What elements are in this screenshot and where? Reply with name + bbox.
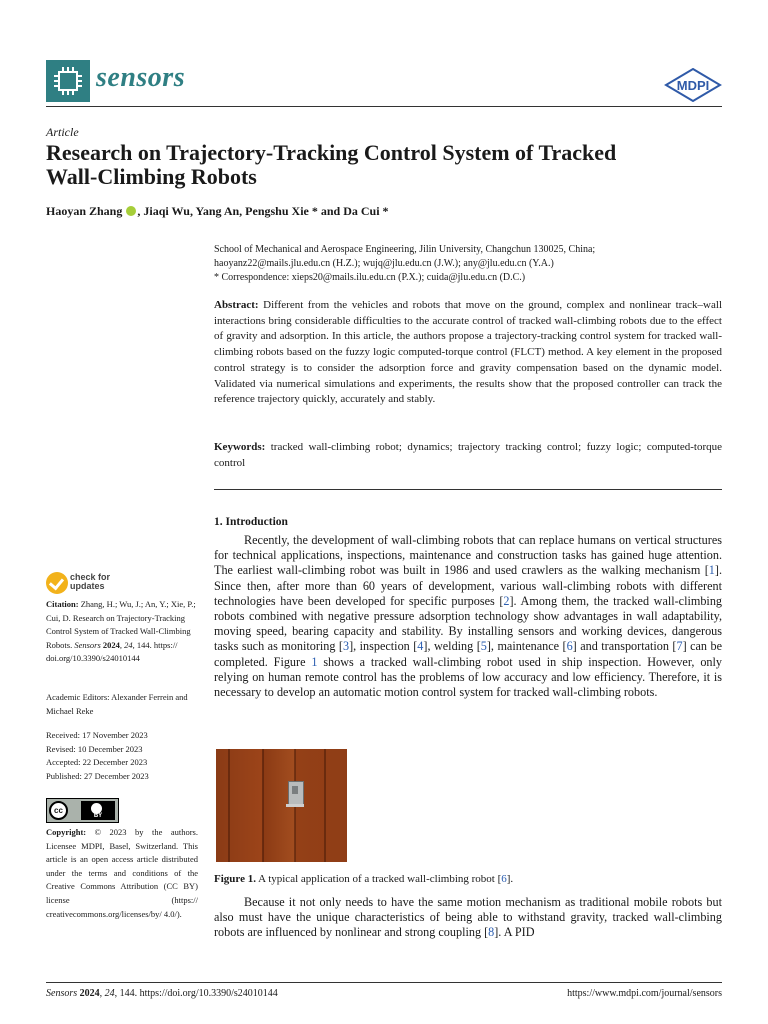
mdpi-logo-text: MDPI [676, 78, 710, 93]
by-label: BY [93, 813, 103, 819]
orcid-icon[interactable] [126, 206, 136, 216]
section-heading: 1. Introduction [214, 516, 288, 528]
abstract-divider [214, 489, 722, 490]
footer-divider [46, 982, 722, 983]
figure-link[interactable]: 1 [311, 654, 318, 669]
citation-link[interactable]: 6 [501, 873, 507, 885]
abstract [214, 298, 722, 408]
keywords-label: Keywords: [214, 441, 266, 453]
check-for-updates-label[interactable]: check for updates [70, 572, 111, 591]
intro-paragraph-2: Because it not only needs to have the same motion mechanism as traditional mobile robots but also must have the unique characteristics of being able to withstand gravity, tracked wall-climbing robots are influenced by nonlinear and strong coupling [8]. A PID [214, 895, 722, 940]
keywords [214, 439, 722, 471]
academic-editors: Academic Editors: Alexander Ferrein and Michael Reke [46, 692, 188, 716]
article-title [46, 141, 726, 189]
footer-journal-url[interactable]: https://www.mdpi.com/journal/sensors [567, 988, 722, 999]
citation-link[interactable]: 7 [676, 639, 683, 654]
journal-name: sensors [96, 62, 186, 93]
figure-label: Figure 1. [214, 873, 256, 885]
published-date: Published: 27 December 2023 [46, 770, 149, 781]
cc-by-license-icon[interactable] [46, 798, 119, 823]
abstract-text: Different from the vehicles and robots that move on the ground, complex and nonlinear track–wall interactions bring considerable difficulties to the accurate control of tracked wall-climbing robots due to the effect of gravity and adsorption. In this article, the authors propose a trajectory-tracking control system for tracked wall-climbing robots based on the fuzzy logic computed-torque control (FLCT) method. A key element in the proposed control strategy is to consider the adsorption force and gravity compensation based on the dynamic model. Validated via numerical simulations and experiments, the results show that the proposed controller can track the reference trajectory quickly, accurately and stably. [214, 299, 722, 406]
citation-link[interactable]: 2 [503, 593, 510, 608]
footer-citation: Sensors 2024, 24, 144. https://doi.org/10.3390/s24010144 [46, 988, 278, 999]
title-line-2: Wall-Climbing Robots [46, 164, 257, 189]
citation-link[interactable]: 1 [708, 563, 715, 578]
affiliation-emails: haoyanz22@mails.jlu.edu.cn (H.Z.); wujq@jlu.edu.cn (J.W.); any@jlu.edu.cn (Y.A.) [214, 258, 554, 269]
author-name[interactable]: Haoyan Zhang [46, 204, 123, 218]
citation-link[interactable]: 4 [417, 639, 424, 654]
title-line-1: Research on Trajectory-Tracking Control System of Tracked [46, 140, 617, 165]
copyright-label: Copyright: [46, 827, 87, 837]
citation-block: Citation: Zhang, H.; Wu, J.; An, Y.; Xie, P.; Cui, D. Research on Trajectory-Tracking Control System of Tracked Wall-Climbing Robots. Sensors 2024, 24, 144. https:// doi.org/10.3390/s24010144 [46, 599, 196, 664]
copyright-notice: Copyright: © 2023 by the authors. Licensee MDPI, Basel, Switzerland. This article is an open access article distributed under the terms and conditions of the Creative Commons Attribution (CC BY) license (https:// creativecommons.org/licenses/by/ 4.0/). [46, 827, 198, 919]
author-list [46, 204, 389, 219]
citation-label: Citation: [46, 599, 79, 609]
citation-link[interactable]: 6 [566, 639, 573, 654]
check-for-updates-icon[interactable] [46, 572, 68, 594]
received-date: Received: 17 November 2023 [46, 730, 148, 740]
citation-link[interactable]: 5 [480, 639, 487, 654]
figure-caption: Figure 1. A typical application of a tracked wall-climbing robot [6]. [214, 873, 514, 885]
mdpi-logo-icon [664, 68, 722, 102]
citation-link[interactable]: 8 [488, 925, 495, 940]
figure-1-image [216, 749, 347, 862]
article-type: Article [46, 125, 79, 139]
abstract-label: Abstract: [214, 299, 259, 311]
citation-link[interactable]: 3 [342, 639, 350, 654]
header-divider [46, 106, 722, 107]
affiliation-line: School of Mechanical and Aerospace Engineering, Jilin University, Changchun 130025, China; [214, 244, 596, 255]
revised-date: Revised: 10 December 2023 [46, 743, 143, 754]
accepted-date: Accepted: 22 December 2023 [46, 757, 148, 768]
keywords-text: tracked wall-climbing robot; dynamics; trajectory tracking control; fuzzy logic; computed-torque control [214, 441, 722, 469]
intro-paragraph: Recently, the development of wall-climbing robots that can replace humans on vertical structures for technical applications, inspections, maintenance and construction tasks has gained huge attention. The earliest wall-climbing robot was built in 1986 and used crawlers as the walking mechanism [1]. Since then, after more than 60 years of development, various wall-climbing robots with different technologies have been developed for specific purposes [2]. Among them, the tracked wall-climbing robots combined with negative pressure adsorption technology show advantages in wall adaptability, moving speed, bearing capacity and stability. By installing sensors and working devices, dangerous tasks such as monitoring [3], inspection [4], welding [5], maintenance [6] and transportation [7] can be completed. Figure 1 shows a tracked wall-climbing robot used in ship inspection. However, only relying on human remote control has the problems of low accuracy and low efficiency. Therefore, it is necessary to develop an automatic motion control system for tracked wall-climbing robots. [214, 533, 723, 700]
cc-icon: cc [49, 801, 68, 820]
affiliations [214, 243, 722, 285]
correspondence: * Correspondence: xieps20@mails.ilu.edu.cn (P.X.); cuida@jlu.edu.cn (D.C.) [214, 272, 526, 283]
author-names-rest: , Jiaqi Wu, Yang An, Pengshu Xie * and Da Cui * [137, 204, 389, 218]
journal-logo-icon [46, 60, 90, 102]
publication-dates [46, 729, 198, 783]
